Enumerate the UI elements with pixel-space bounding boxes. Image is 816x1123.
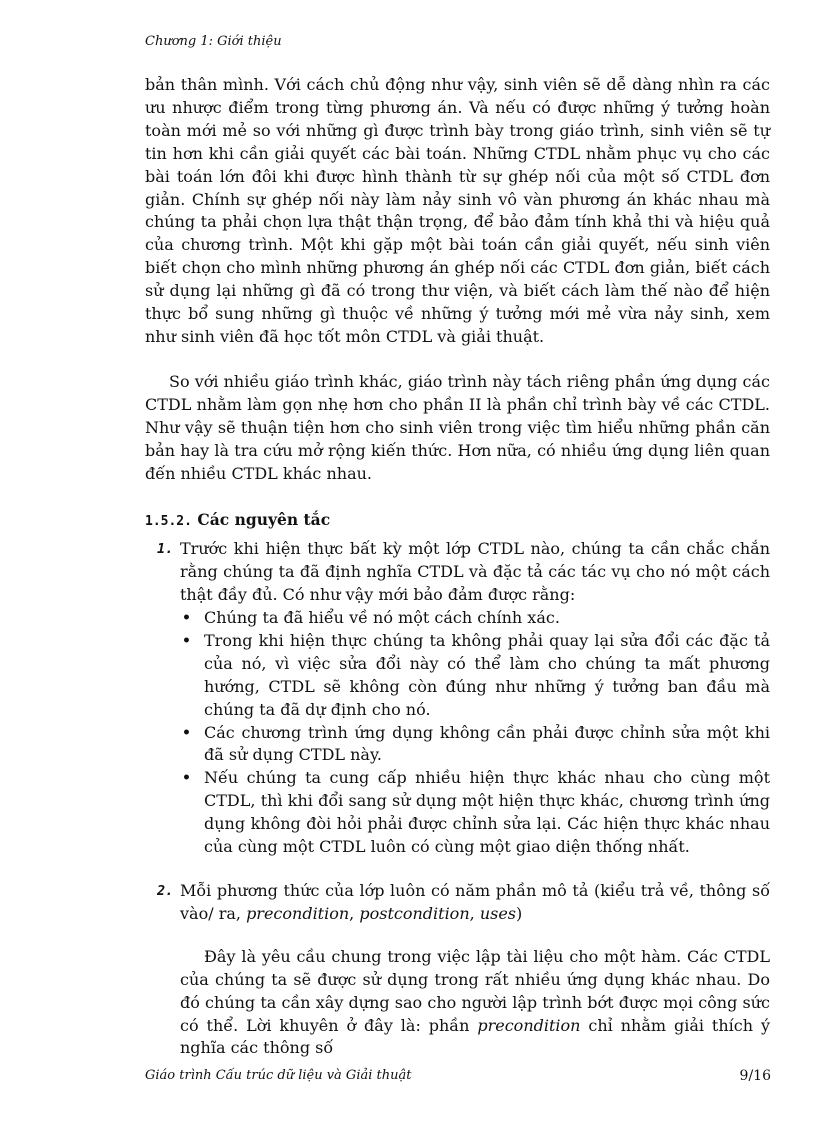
- principle-1-text: Trước khi hiện thực bất kỳ một lớp CTDL nào, chúng ta cần chắc chắn rằng chúng ta đã định nghĩa CTDL và đặc tả các tác vụ cho nó một cách thật đầy đủ. Có như vậy mới bảo đảm được rằng:: [180, 539, 770, 605]
- principle-2: [145, 880, 770, 926]
- principle-2-number: 2.: [157, 883, 174, 899]
- bullet-icon: •: [182, 724, 191, 741]
- section-title: Các nguyên tắc: [197, 510, 331, 530]
- principle-1-number: 1.: [157, 541, 174, 558]
- footer-title: Giáo trình Cấu trúc dữ liệu và Giải thuật: [145, 1068, 412, 1083]
- list-item: • Trong khi hiện thực chúng ta không phải quay lại sửa đổi các đặc tả của nó, vì việc sửa đổi này có thể làm cho chúng ta mất phương hướng, CTDL sẽ không còn đúng như những ý tưởng ban đầu mà chúng ta đã dự định cho nó.: [182, 630, 770, 719]
- list-item: • Các chương trình ứng dụng không cần phải được chỉnh sửa một khi đã sử dụng CTDL này.: [182, 722, 770, 765]
- list-item: • Nếu chúng ta cung cấp nhiều hiện thực khác nhau cho cùng một CTDL, thì khi đổi sang sử dụng một hiện thực khác, chương trình ứng dụng không đòi hỏi phải được chỉnh sửa lại. Các hiện thực khác nhau của cùng một CTDL luôn có cùng một giao diện thống nhất.: [182, 768, 770, 857]
- paragraph-2: So với nhiều giáo trình khác, giáo trình này tách riêng phần ứng dụng các CTDL nhằm làm gọn nhẹ hơn cho phần II là phần chỉ trình bày về các CTDL. Như vậy sẽ thuận tiện hơn cho sinh viên trong việc tìm hiểu những phần căn bản hay là tra cứu mở rộng kiến thức. Hơn nữa, có nhiều ứng dụng liên quan đến nhiều CTDL khác nhau.: [145, 371, 770, 483]
- bullet-icon: •: [182, 632, 191, 649]
- paragraph-3: Đây là yêu cầu chung trong việc lập tài liệu cho một hàm. Các CTDL của chúng ta sẽ được sử dụng trong rất nhiều ứng dụng khác nhau. Do đó chúng ta cần xây dựng sao cho người lập trình bớt được mọi công sức có thể. Lời khuyên ở đây là: phần precondition chỉ nhằm giải thích ý nghĩa các thông số: [180, 946, 770, 1058]
- page-number: 9/16: [739, 1068, 771, 1084]
- term-precondition: precondition: [246, 903, 350, 923]
- section-heading: [145, 509, 770, 534]
- page-body: [145, 74, 770, 1060]
- principle-1-bullets: [145, 607, 770, 859]
- bullet-icon: •: [182, 610, 191, 627]
- term-precondition: precondition: [477, 1015, 581, 1035]
- running-header: Chương 1: Giới thiệu: [145, 34, 282, 49]
- bullet-icon: •: [182, 770, 191, 787]
- principle-1: [145, 538, 770, 607]
- section-number: 1.5.2.: [145, 514, 192, 530]
- principle-2-text: Mỗi phương thức của lớp luôn có năm phần mô tả (kiểu trả về, thông số vào/ ra, precondition, postcondition, uses): [180, 881, 770, 923]
- term-postcondition: postcondition: [359, 903, 470, 923]
- term-uses: uses: [479, 903, 517, 923]
- paragraph-1: bản thân mình. Với cách chủ động như vậy, sinh viên sẽ dễ dàng nhìn ra các ưu nhược điểm trong từng phương án. Và nếu có được những ý tưởng hoàn toàn mới mẻ so với những gì được trình bày trong giáo trình, sinh viên sẽ tự tin hơn khi cần giải quyết các bài toán. Những CTDL nhằm phục vụ cho các bài toán lớn đôi khi được hình thành từ sự ghép nối của một số CTDL đơn giản. Chính sự ghép nối này làm nảy sinh vô vàn phương án khác nhau mà chúng ta phải chọn lựa thật thận trọng, để bảo đảm tính khả thi và hiệu quả của chương trình. Một khi gặp một bài toán cần giải quyết, nếu sinh viên biết chọn cho mình những phương án ghép nối các CTDL đơn giản, biết cách sử dụng lại những gì đã có trong thư viện, và biết cách làm thế nào để hiện thực bổ sung những gì thuộc về những ý tưởng mới mẻ vừa nảy sinh, xem như sinh viên đã học tốt môn CTDL và giải thuật.: [145, 75, 770, 346]
- list-item: • Chúng ta đã hiểu về nó một cách chính xác.: [169, 607, 770, 630]
